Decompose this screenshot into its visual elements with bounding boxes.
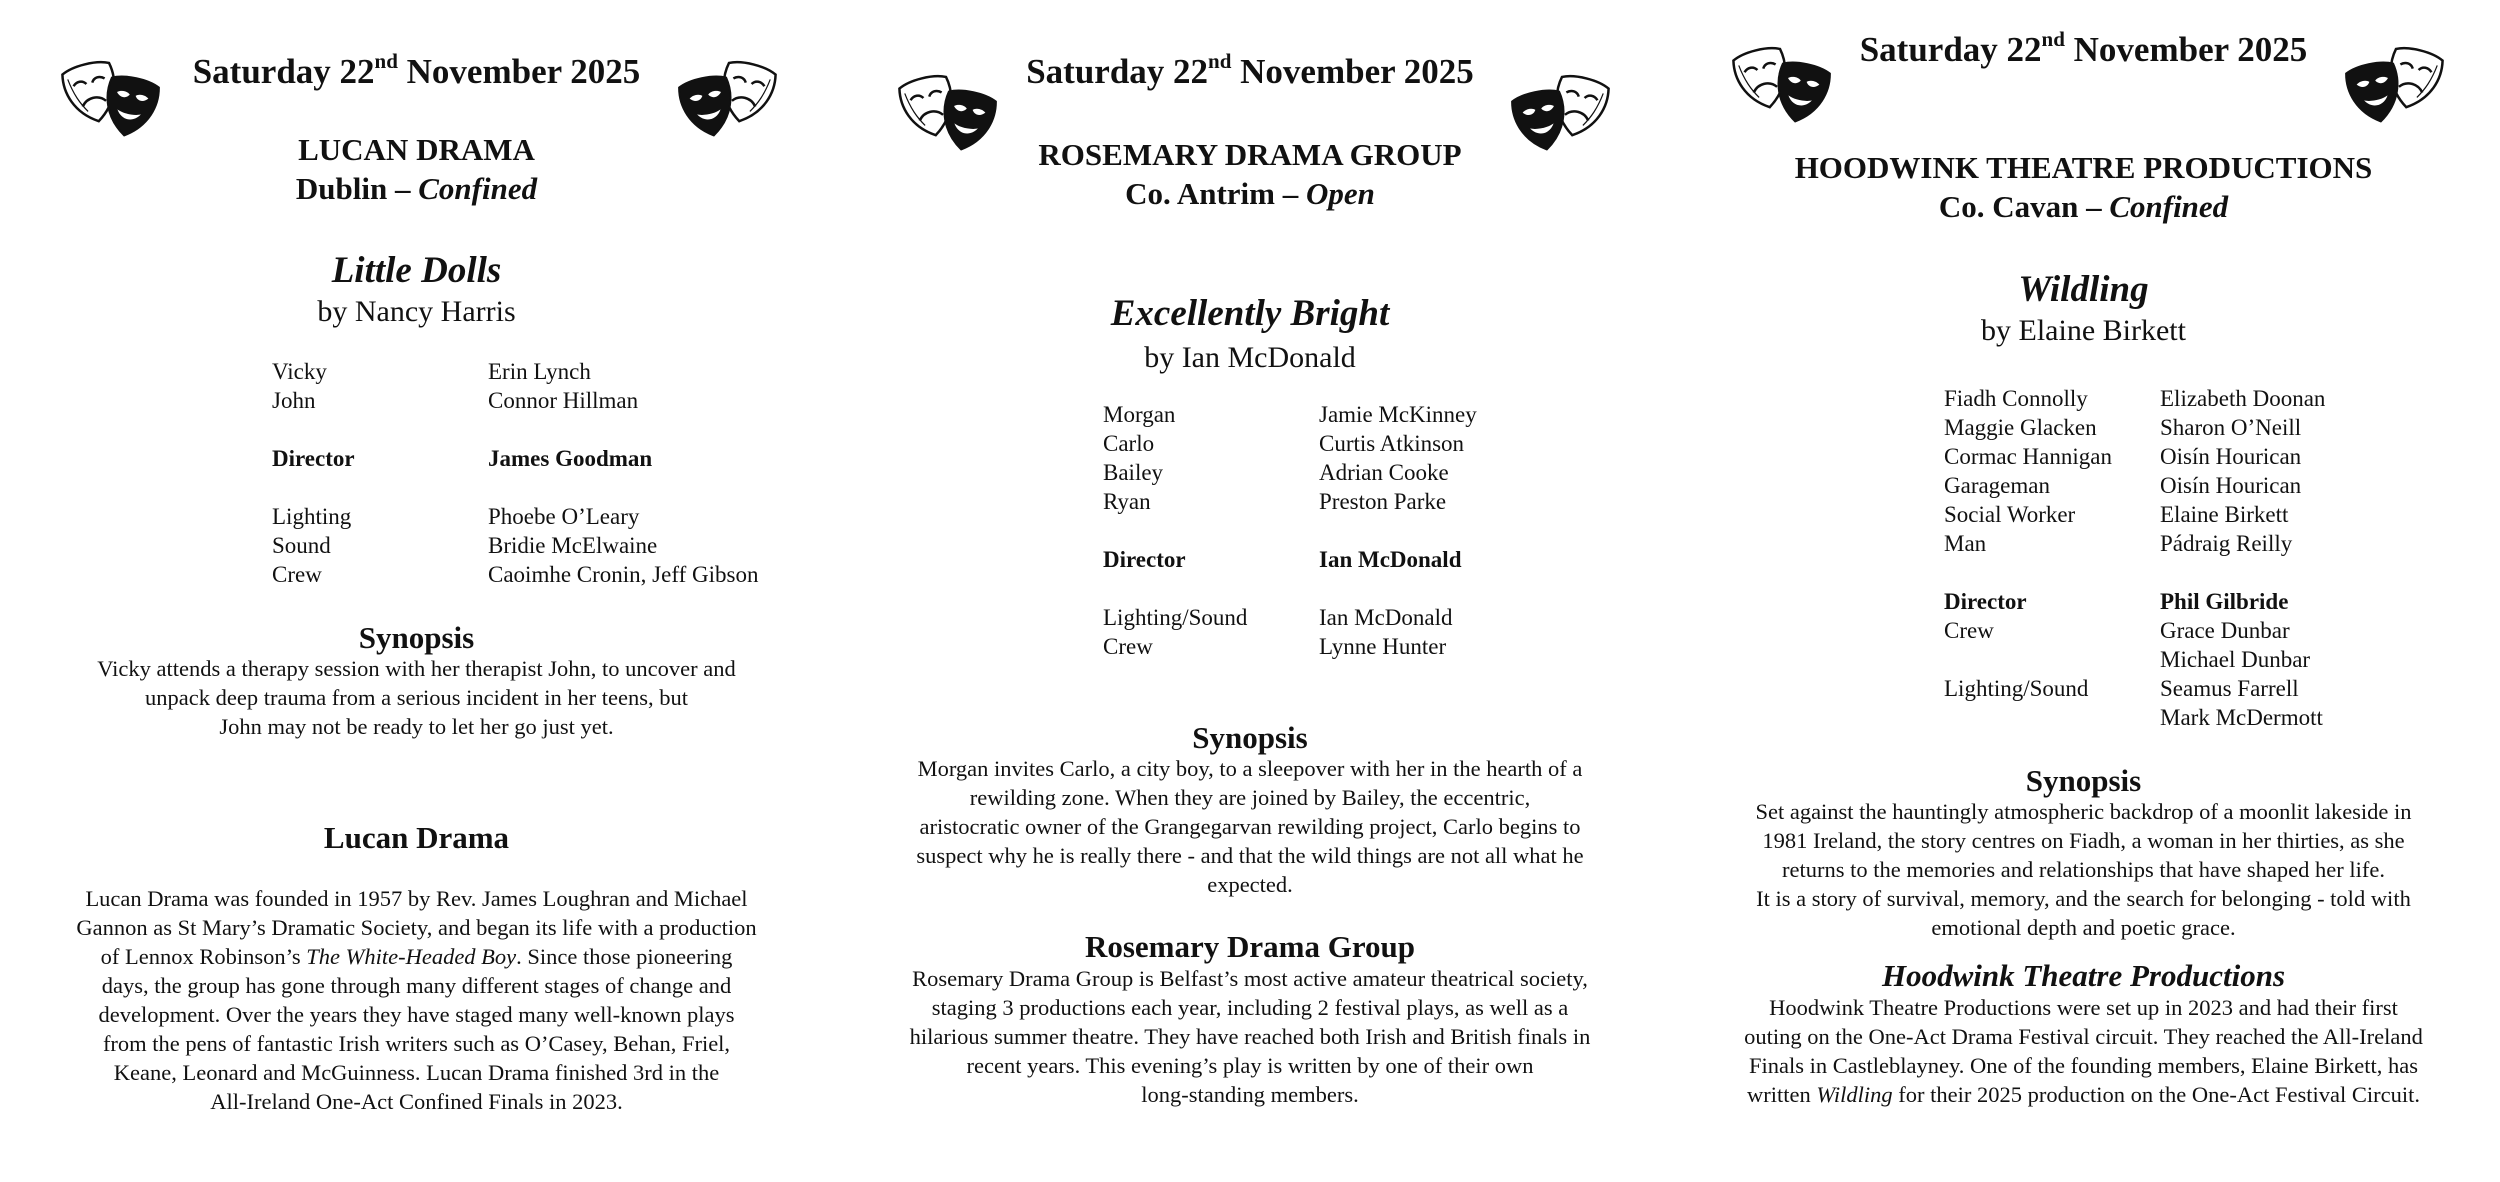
play-author: by Nancy Harris <box>317 295 516 328</box>
about-text: Hoodwink Theatre Productions were set up in 2023 and had their first outing on the One-Act Drama Festival circuit. They reached the All-Ireland Finals in Castleblayney. One of the founding members, Elaine Birkett, has written Wildling for their 2025 production on the One-Act Festival Circuit. <box>1744 995 2423 1107</box>
cast-actor: Connor Hillman <box>488 388 639 413</box>
performance-date: Saturday 22nd November 2025 <box>1859 27 2308 69</box>
crew-member: Bridie McElwaine <box>488 533 658 558</box>
crew-member: Mark McDermott <box>2160 705 2323 730</box>
crew-member: Seamus Farrell <box>2160 676 2299 701</box>
group-location: Co. Cavan – Confined <box>1938 189 2229 224</box>
crew-role <box>1944 703 2160 732</box>
cast-role: Man <box>1944 531 1987 556</box>
group-location: Dublin – Confined <box>295 171 538 206</box>
director-label: Director <box>272 446 355 471</box>
synopsis-heading: Synopsis <box>2025 763 2142 798</box>
about-heading: Lucan Drama <box>323 820 510 855</box>
cast-role: Vicky <box>272 359 327 384</box>
crew-role: Crew <box>1103 634 1153 659</box>
panel-lucan-drama <box>0 0 833 1182</box>
about-text: Rosemary Drama Group is Belfast’s most active amateur theatrical society, staging 3 productions each year, including 2 festival plays, as well as a hilarious summer theatre. They have reached both Irish and British finals in recent years. This evening’s play is written by one of their own long-standing members. <box>909 966 1591 1107</box>
about-heading: Rosemary Drama Group <box>1084 929 1416 964</box>
performance-date: Saturday 22nd November 2025 <box>192 49 641 91</box>
cast-actor: Adrian Cooke <box>1319 460 1449 485</box>
cast-role: Morgan <box>1103 402 1176 427</box>
crew-member: Phoebe O’Leary <box>488 504 640 529</box>
group-name: ROSEMARY DRAMA GROUP <box>1038 137 1462 172</box>
cast-actor: Oisín Hourican <box>2160 473 2302 498</box>
cast-actor: Elizabeth Doonan <box>2160 386 2326 411</box>
cast-role: Maggie Glacken <box>1944 415 2097 440</box>
crew-role: Lighting/Sound <box>1944 676 2089 701</box>
synopsis-heading: Synopsis <box>358 620 475 655</box>
cast-role: Cormac Hannigan <box>1944 444 2112 469</box>
performance-date: Saturday 22nd November 2025 <box>1026 49 1474 91</box>
cast-actor: Erin Lynch <box>488 359 591 384</box>
group-name: LUCAN DRAMA <box>298 132 535 167</box>
cast-actor: Oisín Hourican <box>2160 444 2302 469</box>
synopsis-text: Vicky attends a therapy session with her therapist John, to uncover and unpack deep trauma from a serious incident in her teens, but John may not be ready to let her go just yet. <box>97 656 736 739</box>
crew-member: Michael Dunbar <box>2160 647 2311 672</box>
crew-role <box>1944 645 2160 674</box>
about-text: Lucan Drama was founded in 1957 by Rev. James Loughran and Michael Gannon as St Mary’s Dramatic Society, and began its life with a production of Lennox Robinson’s The White-Headed Boy. Since those pioneering days, the group has gone through many different stages of change and development. Over the years they have staged many well-known plays from the pens of fantastic Irish writers such as O’Casey, Behan, Friel, Keane, Leonard and McGuinness. Lucan Drama finished 3rd in the All-Ireland One-Act Confined Finals in 2023. <box>76 886 757 1114</box>
crew-role: Crew <box>272 562 322 587</box>
director-name: Ian McDonald <box>1319 547 1462 572</box>
group-name: HOODWINK THEATRE PRODUCTIONS <box>1794 150 2373 185</box>
panel-hoodwink-theatre <box>1667 0 2500 1182</box>
crew-member: Ian McDonald <box>1319 605 1453 630</box>
director-name: James Goodman <box>488 446 653 471</box>
cast-actor: Sharon O’Neill <box>2160 415 2302 440</box>
cast-role: Ryan <box>1103 489 1151 514</box>
crew-role: Sound <box>272 533 331 558</box>
crew-member: Caoimhe Cronin, Jeff Gibson <box>488 562 759 587</box>
crew-member: Grace Dunbar <box>2160 618 2290 643</box>
play-title: Excellently Bright <box>1110 293 1390 334</box>
synopsis-text: Set against the hauntingly atmospheric backdrop of a moonlit lakeside in 1981 Ireland, the story centres on Fiadh, a woman in her thirties, as she returns to the memories and relationships that have shaped her life. It is a story of survival, memory, and the search for belonging - told with emotional depth and poetic grace. <box>1755 799 2412 940</box>
cast-actor: Preston Parke <box>1319 489 1447 514</box>
synopsis-heading: Synopsis <box>1192 720 1308 755</box>
play-author: by Elaine Birkett <box>1981 314 2186 347</box>
cast-actor: Jamie McKinney <box>1319 402 1477 427</box>
panel-rosemary-drama-group <box>833 0 1667 1182</box>
play-author: by Ian McDonald <box>1144 341 1356 374</box>
cast-list <box>1103 400 1477 661</box>
director-label: Director <box>1944 589 2027 614</box>
cast-role: Social Worker <box>1944 502 2076 527</box>
director-label: Director <box>1103 547 1186 572</box>
cast-list <box>1944 384 2325 732</box>
crew-role: Crew <box>1944 618 1994 643</box>
about-heading: Hoodwink Theatre Productions <box>1881 958 2286 993</box>
cast-role: Garageman <box>1944 473 2050 498</box>
cast-actor: Curtis Atkinson <box>1319 431 1465 456</box>
group-location: Co. Antrim – Open <box>1125 176 1375 211</box>
play-title: Wildling <box>2018 269 2149 310</box>
director-name: Phil Gilbride <box>2160 589 2289 614</box>
crew-member: Lynne Hunter <box>1319 634 1447 659</box>
synopsis-text: Morgan invites Carlo, a city boy, to a sleepover with her in the hearth of a rewilding zone. When they are joined by Bailey, the eccentric, aristocratic owner of the Grangegarvan rewilding project, Carlo begins to suspect why he is really there - and that the wild things are not all what he expected. <box>916 756 1584 897</box>
cast-role: Bailey <box>1103 460 1164 485</box>
cast-list <box>272 357 758 589</box>
crew-role: Lighting/Sound <box>1103 605 1248 630</box>
cast-role: Fiadh Connolly <box>1944 386 2088 411</box>
play-title: Little Dolls <box>331 250 502 291</box>
cast-actor: Pádraig Reilly <box>2160 531 2293 556</box>
cast-role: Carlo <box>1103 431 1155 456</box>
cast-actor: Elaine Birkett <box>2160 502 2289 527</box>
cast-role: John <box>272 388 316 413</box>
crew-role: Lighting <box>272 504 352 529</box>
